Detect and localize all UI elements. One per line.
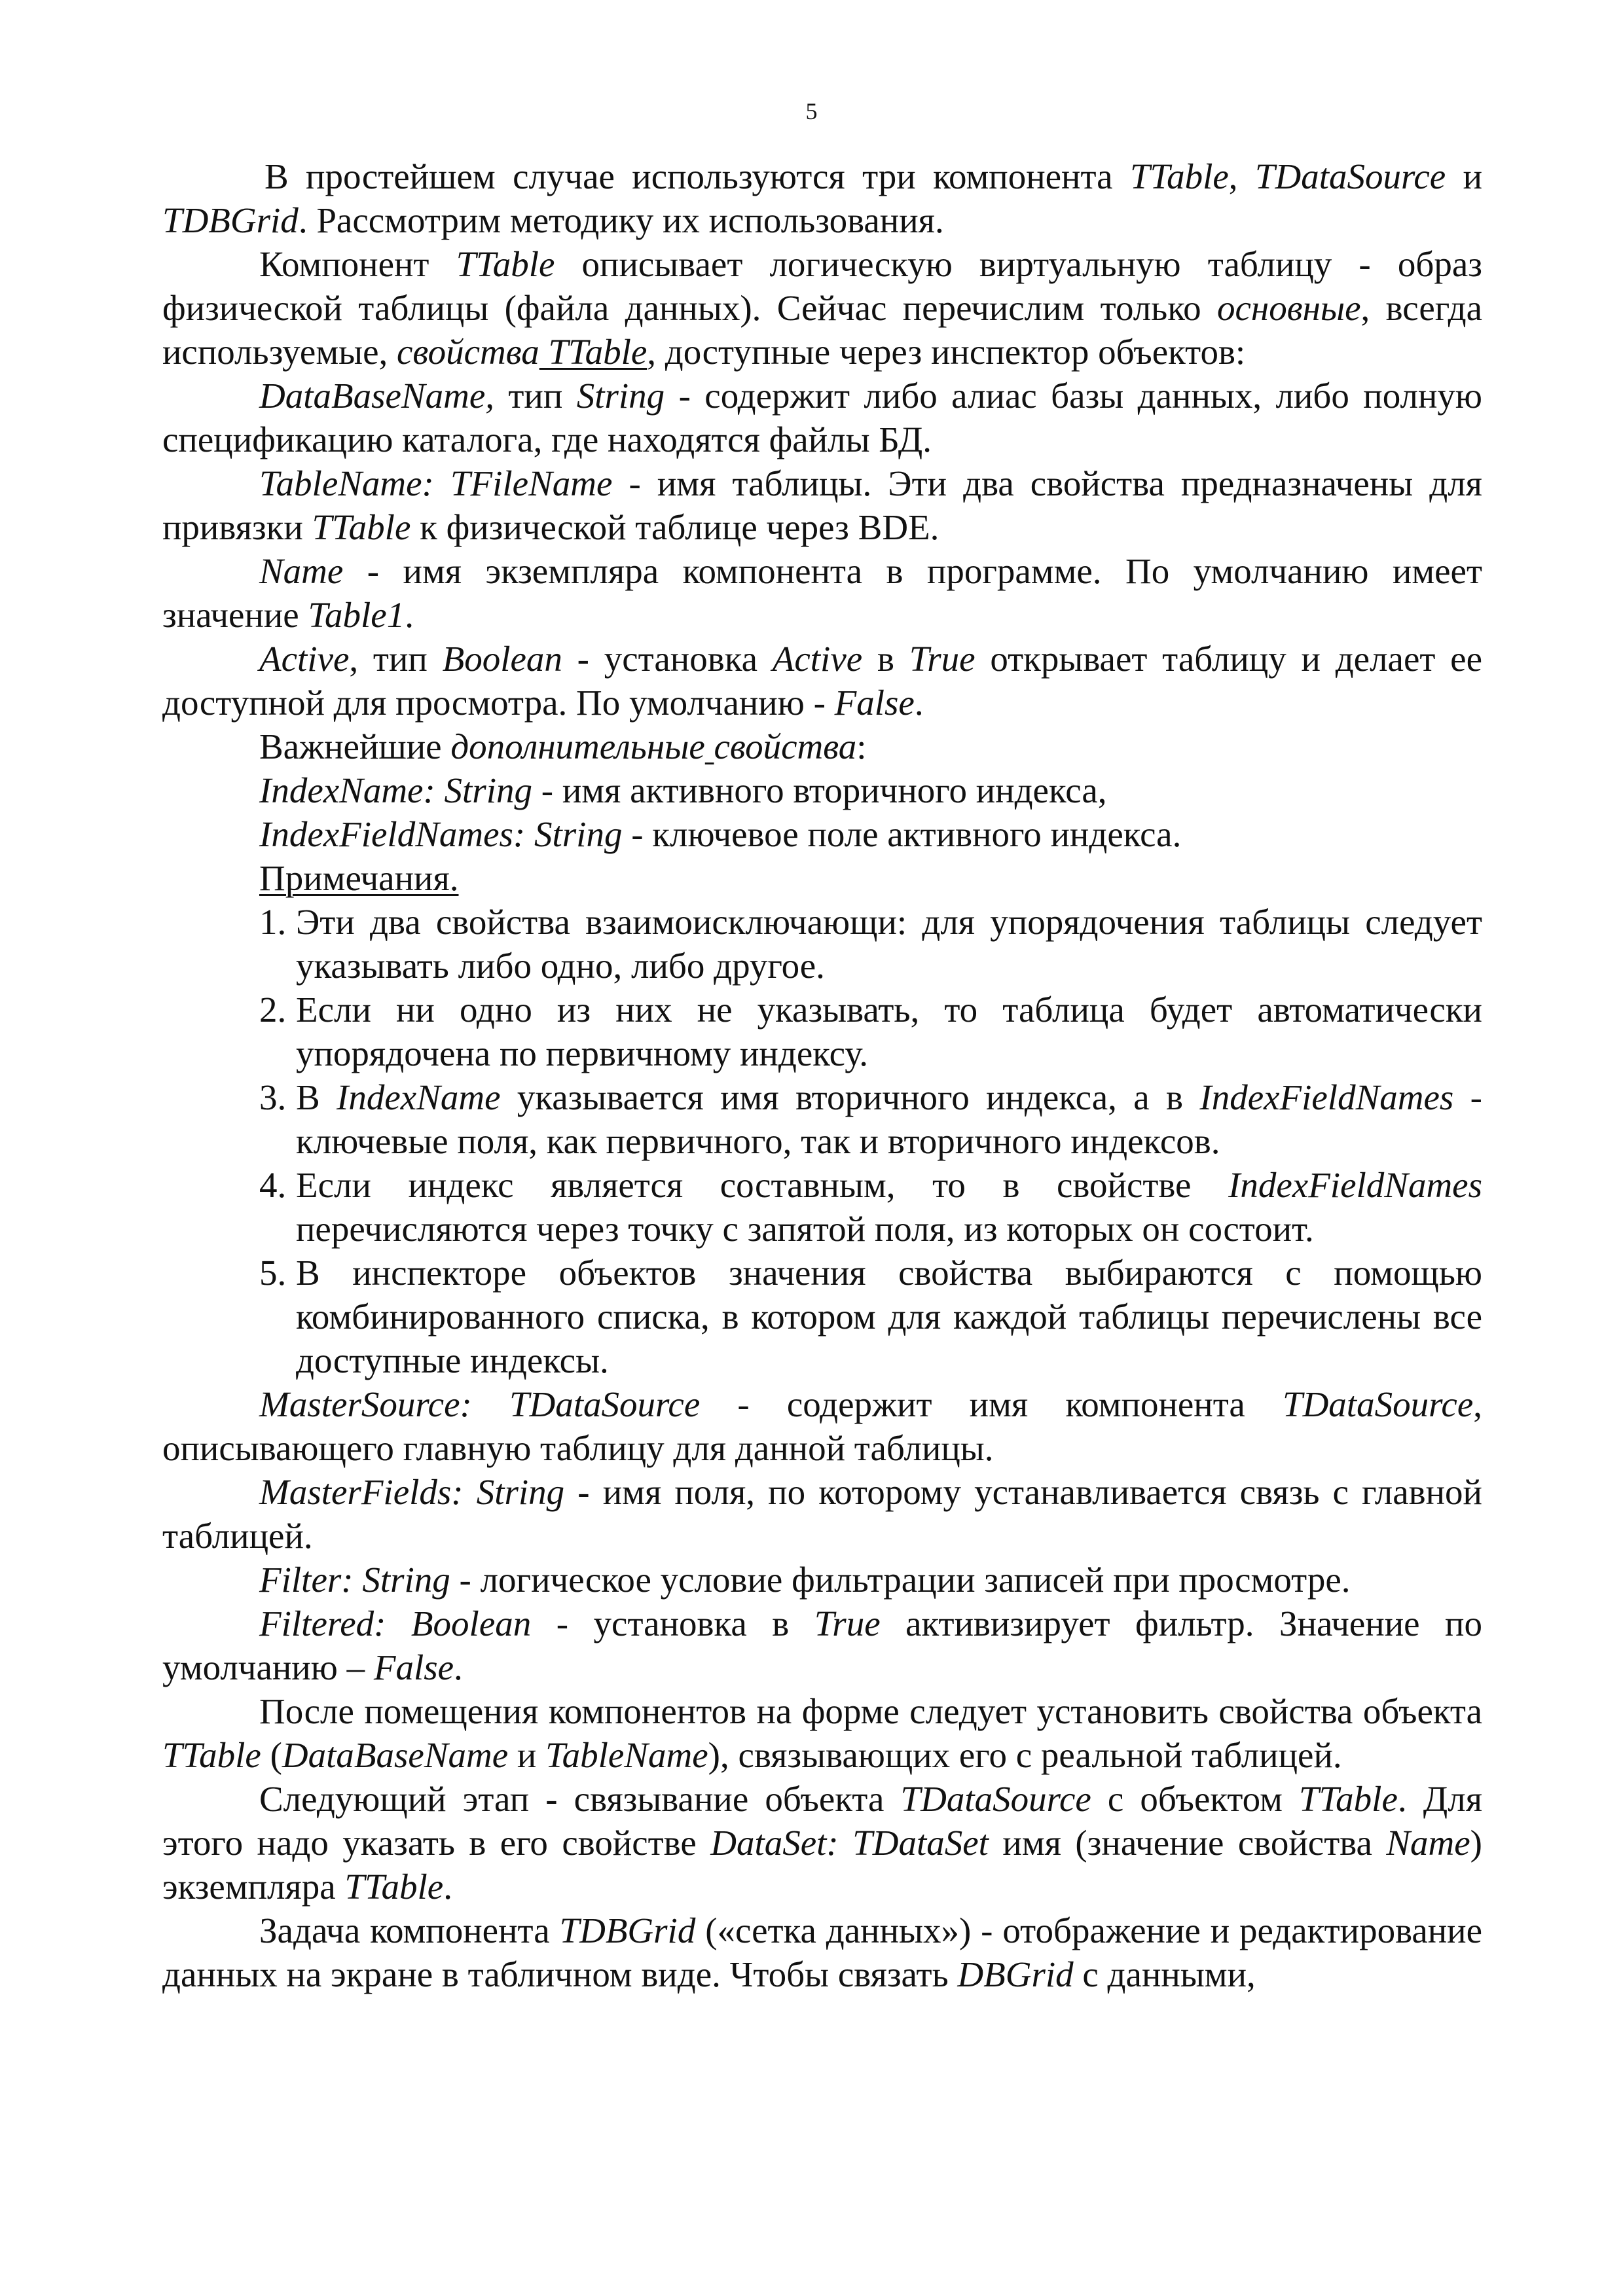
text-run: свойства	[397, 332, 539, 372]
text-run: IndexName	[337, 1077, 501, 1117]
text-run: TTable	[312, 507, 411, 547]
document-body	[162, 154, 1482, 1996]
paragraph-block	[162, 154, 1482, 900]
notes-list	[162, 900, 1482, 1382]
text-run: False	[834, 683, 915, 723]
text-run: Примечания.	[259, 858, 459, 898]
text-run: IndexName: String	[259, 770, 532, 810]
text-run: IndexFieldNames	[1228, 1165, 1482, 1205]
paragraph: Компонент TTable описывает логическую виртуальную таблицу - образ физической таблицы (файла данных). Сейчас перечислим только основные, всегда используемые, свойства TTable, доступные через инспектор объектов:	[162, 244, 1482, 372]
text-run: TableName: TFileName	[259, 463, 613, 503]
text-run: TableName	[545, 1735, 708, 1775]
paragraph: MasterFields: String - имя поля, по которому устанавливается связь с главной таблицей.	[162, 1472, 1482, 1556]
text-run: основные	[1217, 288, 1361, 328]
text-run: TDataSource	[900, 1779, 1091, 1819]
note-item: 4. Если индекс является составным, то в свойстве IndexFieldNames перечисляются через точку с запятой поля, из которых он состоит.	[162, 1163, 1482, 1251]
text-run: Active	[772, 639, 863, 679]
paragraph: IndexName: String - имя активного вторичного индекса,	[259, 770, 1107, 810]
text-run	[705, 726, 714, 766]
note-number: 4.	[259, 1165, 287, 1205]
paragraph: TableName: TFileName - имя таблицы. Эти два свойства предназначены для привязки TTable к физической таблице через BDE.	[162, 463, 1482, 547]
text-run: MasterSource: TDataSource	[259, 1384, 701, 1424]
text-run: дополнительные	[450, 726, 705, 766]
text-run: False	[373, 1647, 454, 1687]
note-number: 3.	[259, 1077, 287, 1117]
text-run: True	[814, 1604, 881, 1643]
paragraph: Важнейшие дополнительные свойства:	[259, 726, 867, 766]
text-run: IndexFieldNames	[1199, 1077, 1454, 1117]
text-run: TTable	[1129, 156, 1229, 196]
text-run: Table1	[308, 595, 405, 635]
paragraph: После помещения компонентов на форме следует установить свойства объекта TTable (DataBaseName и TableName), связывающих его с реальной таблицей.	[162, 1691, 1482, 1775]
paragraph: MasterSource: TDataSource - содержит имя компонента TDataSource, описывающего главную таблицу для данной таблицы.	[162, 1384, 1483, 1468]
text-run: TDataSource	[1282, 1384, 1474, 1424]
note-item: 2. Если ни одно из них не указывать, то таблица будет автоматически упорядочена по первичному индексу.	[162, 988, 1482, 1075]
text-run: DataSet: TDataSet	[710, 1823, 989, 1863]
paragraph	[162, 856, 1482, 900]
note-number: 2.	[259, 990, 287, 1030]
text-run: DBGrid	[957, 1954, 1074, 1994]
text-run: свойства	[714, 726, 857, 766]
paragraph: DataBaseName, тип String - содержит либо алиас базы данных, либо полную спецификацию каталога, где находятся файлы БД.	[162, 376, 1482, 459]
note-item: 3. В IndexName указывается имя вторичного индекса, а в IndexFieldNames - ключевые поля, как первичного, так и вторичного индексов.	[162, 1075, 1482, 1163]
note-item: 5. В инспекторе объектов значения свойства выбираются с помощью комбинированного списка, в котором для каждой таблицы перечислены все доступные индексы.	[162, 1251, 1482, 1382]
paragraph: Active, тип Boolean - установка Active в True открывает таблицу и делает ее доступной для просмотра. По умолчанию - False.	[162, 639, 1482, 723]
note-number: 5.	[259, 1253, 287, 1293]
text-run: Filter: String	[259, 1560, 450, 1600]
text-run: TDBGrid	[162, 200, 299, 240]
text-run: MasterFields: String	[259, 1472, 565, 1512]
text-run: Active	[259, 639, 350, 679]
text-run: Name	[259, 551, 344, 591]
text-run: TTable	[1299, 1779, 1398, 1819]
text-run: TTable	[539, 332, 647, 372]
paragraph: Filtered: Boolean - установка в True активизирует фильтр. Значение по умолчанию – False.	[162, 1604, 1482, 1687]
note-number: 1.	[259, 902, 287, 942]
paragraph: В простейшем случае используются три компонента TTable, TDataSource и TDBGrid. Рассмотрим методику их использования.	[162, 156, 1482, 240]
paragraph-block-continued	[162, 1382, 1482, 1996]
paragraph: IndexFieldNames: String - ключевое поле активного индекса.	[259, 814, 1182, 854]
text-run: TTable	[456, 244, 555, 284]
text-run: Boolean	[442, 639, 562, 679]
text-run: IndexFieldNames: String	[259, 814, 623, 854]
text-run: Name	[1386, 1823, 1470, 1863]
text-run: Filtered: Boolean	[259, 1604, 532, 1643]
text-run: DataBaseName	[282, 1735, 509, 1775]
paragraph: Задача компонента TDBGrid («сетка данных») - отображение и редактирование данных на экране в табличном виде. Чтобы связать DBGrid с данными,	[162, 1910, 1483, 1994]
text-run: True	[909, 639, 976, 679]
paragraph: Name - имя экземпляра компонента в программе. По умолчанию имеет значение Table1.	[162, 551, 1482, 635]
text-run: TTable	[162, 1735, 261, 1775]
text-run: String	[576, 376, 665, 416]
paragraph: Filter: String - логическое условие фильтрации записей при просмотре.	[259, 1560, 1351, 1600]
text-run: TDataSource	[1254, 156, 1446, 196]
note-item: 1. Эти два свойства взаимоисключающи: для упорядочения таблицы следует указывать либо одно, либо другое.	[162, 900, 1482, 988]
text-run: TTable	[344, 1867, 444, 1907]
page-number: 5	[805, 98, 818, 124]
paragraph: Следующий этап - связывание объекта TDataSource с объектом TTable. Для этого надо указать в его свойстве DataSet: TDataSet имя (значение свойства Name) экземпляра TTable.	[162, 1779, 1482, 1907]
text-run: TDBGrid	[559, 1910, 696, 1950]
text-run: DataBaseName,	[259, 376, 494, 416]
